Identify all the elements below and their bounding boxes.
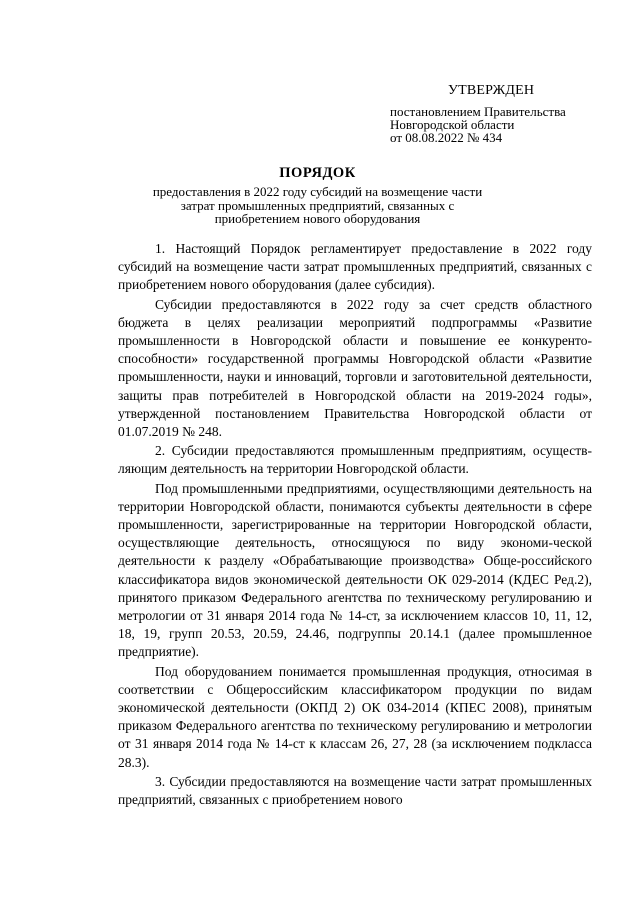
approval-line-1: постановлением Правительства <box>390 104 566 119</box>
approval-line-3: от 08.08.2022 № 434 <box>390 130 503 145</box>
paragraph-4: Под промышленными предприятиями, осуществляющими деятельность на территории Новгородской области, понимаются субъекты деятельности в сфере промышленности, зарегистрированные на территории Новгородской области, осуществляющие деятельность, относящуюся по виду экономи-ческой деятельности к разделу «Обрабатывающие производства» Обще-российского классификатора видов экономической деятельности ОК 029-2014 (КДЕС Ред.2), принятого приказом Федерального агентства по техническому регулированию и метрологии от 31 января 2014 года № 14-ст, за исключением классов 10, 11, 12, 18, 19, групп 20.53, 20.59, 24.46, подгруппы 20.14.1 (далее промышленное предприятие). <box>118 480 592 660</box>
document-subtitle: предоставления в 2022 году субсидий на возмещение части затрат промышленных предприятий, связанных с приобретением нового оборудования <box>152 184 483 226</box>
paragraph-2: Субсидии предоставляются в 2022 году за счет средств областного бюджета в целях реализации мероприятий подпрограммы «Развитие промышленности в Новгородской области и повышение ее конкуренто-способности» государственной программы Новгородской области «Развитие промышленности, науки и инноваций, торговли и заготовительной деятельности, защиты прав потребителей в Новгородской области на 2019-2024 годы», утвержденной постановлением Правительства Новгородской области от 01.07.2019 № 248. <box>118 296 592 440</box>
document-title: ПОРЯДОК <box>279 165 356 181</box>
approval-heading: УТВЕРЖДЕН <box>448 83 535 98</box>
document-body <box>118 240 592 809</box>
paragraph-1: 1. Настоящий Порядок регламентирует предоставление в 2022 году субсидий на возмещение части затрат промышленных предприятий, связанных с приобретением нового оборудования (далее субсидия). <box>118 241 592 293</box>
paragraph-3: 2. Субсидии предоставляются промышленным предприятиям, осуществ-ляющим деятельность на территории Новгородской области. <box>118 443 592 477</box>
approval-line-2: Новгородской области <box>390 117 515 132</box>
paragraph-5: Под оборудованием понимается промышленная продукция, относимая в соответствии с Общероссийским классификатором продукции по видам экономической деятельности (ОКПД 2) ОК 034-2014 (КПЕС 2008), принятым приказом Федерального агентства по техническому регулированию и метрологии от 31 января 2014 года № 14-ст к классам 26, 27, 28 (за исключением подкласса 28.3). <box>118 663 592 770</box>
paragraph-6: 3. Субсидии предоставляются на возмещение части затрат промышленных предприятий, связанных с приобретением нового <box>118 773 592 808</box>
